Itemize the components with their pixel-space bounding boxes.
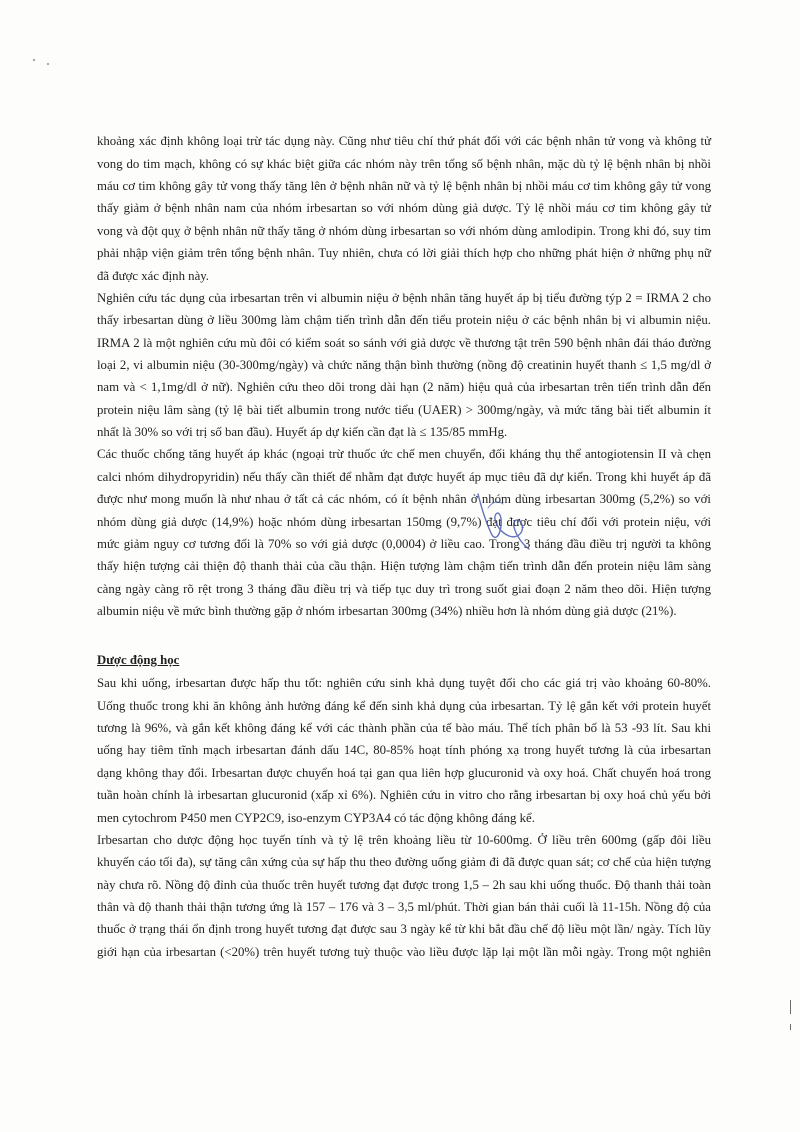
text-line: thuốc ở trạng thái ổn định trong huyết tương đạt được sau 3 ngày kể từ khi bắt đầu chế độ liều một lần/ ngày. Tích lũy <box>97 922 711 937</box>
paragraph <box>97 130 711 287</box>
text-line: được như mong muốn là như nhau ở tất cả các nhóm, có ít bệnh nhân ở nhóm dùng irbesartan 300mg (5,2%) so với <box>97 492 711 507</box>
text-line: đã được xác định này. <box>97 268 210 283</box>
text-line: giới hạn của irbesartan (<20%) trên huyết tương tuỳ thuộc vào liều được lặp lại một lần mỗi ngày. Trong một nghiên <box>97 944 711 959</box>
scan-edge-mark <box>790 1000 791 1014</box>
signature-mark <box>470 488 532 554</box>
text-line: càng ngày càng rõ rệt trong 3 tháng đầu điều trị và tiếp tục duy trì trong suốt giai đoạn 2 năm theo dõi. Hiện tượng <box>97 581 711 596</box>
paragraph <box>97 287 711 444</box>
body-text-before-heading <box>97 130 711 622</box>
section-heading: Dược động học <box>97 653 180 668</box>
text-line: protein niệu lâm sàng (tỷ lệ bài tiết albumin trong nước tiểu (UAER) > 300mg/ngày, và mức tăng bài tiết albumin ít <box>97 402 711 417</box>
text-line: Uống thuốc trong khi ăn không ảnh hưởng đáng kể đến sinh khả dụng của irbesartan. Tỷ lệ gắn kết với protein huyết <box>97 698 711 713</box>
paragraph <box>97 829 711 963</box>
text-line: máu cơ tim không gây tử vong thấy tăng lên ở bệnh nhân nữ và tỷ lệ bệnh nhân bị nhồi máu cơ tim không gây tử vong <box>97 179 711 194</box>
text-line: nam và < 1,1mg/dl ở nữ). Nghiên cứu theo dõi trong dài hạn (2 năm) hiệu quả của irbesartan trên tiến trình dẫn đến <box>97 380 711 395</box>
text-line: nhóm dùng giả dược (14,9%) hoặc nhóm dùng irbesartan 150mg (9,7%) đạt được tiêu chí đối với protein niệu, với <box>97 514 711 529</box>
text-line: khoảng xác định không loại trừ tác dụng này. Cũng như tiêu chí thứ phát đối với các bệnh nhân tử vong và không tử <box>97 134 711 149</box>
text-line: Irbesartan cho dược động học tuyến tính và tỷ lệ trên khoảng liều từ 10-600mg. Ở liều trên 600mg (gấp đôi liều <box>97 832 711 847</box>
text-line: phải nhập viện giảm trên tổng bệnh nhân. Tuy nhiên, chưa có lời giải thích hợp cho những phát hiện ở những phụ nữ <box>97 246 711 261</box>
text-line: này chưa rõ. Nồng độ đỉnh của thuốc trên huyết tương đạt được trong 1,5 – 2h sau khi uống thuốc. Độ thanh thải toàn <box>97 877 711 892</box>
text-line: Sau khi uống, irbesartan được hấp thu tốt: nghiên cứu sinh khả dụng tuyệt đối cho các giá trị vào khoảng 60-80%. <box>97 676 711 691</box>
paragraph <box>97 672 711 829</box>
scan-edge-mark <box>790 1024 791 1030</box>
text-line: uống hay tiêm tĩnh mạch irbesartan đánh dấu 14C, 80-85% hoạt tính phóng xạ trong huyết tương là của irbesartan <box>97 743 711 758</box>
text-line: tương là 96%, và gắn kết không đáng kể với các thành phần của tế bào máu. Thể tích phân bố là 53 -93 lít. Sau khi <box>97 721 711 736</box>
text-line: Các thuốc chống tăng huyết áp khác (ngoại trừ thuốc ức chế men chuyển, đối kháng thụ thể antogiotensin II và chẹn <box>97 447 711 462</box>
text-line: Nghiên cứu tác dụng của irbesartan trên vi albumin niệu ở bệnh nhân tăng huyết áp bị tiểu đường týp 2 = IRMA 2 cho <box>97 290 711 305</box>
scan-speck <box>33 59 35 61</box>
text-line: vong do tim mạch, không có sự khác biệt giữa các nhóm này trên tổng số bệnh nhân, mặc dù tỷ lệ bệnh nhân bị nhồi <box>97 156 711 171</box>
text-line: IRMA 2 là một nghiên cứu mù đôi có kiểm soát so sánh với giả dược về thương tật trên 590 bệnh nhân đái tháo đường <box>97 335 711 350</box>
text-line: calci nhóm dihydropyridin) nếu thấy cần thiết để nhằm đạt được huyết áp mục tiêu đã dự kiến. Trong khi huyết áp đã <box>97 469 711 484</box>
text-line: khuyến cáo tối đa), sự tăng cân xứng của sự hấp thu theo đường uống giảm đi đã được quan sát; cơ chế của hiện tượng <box>97 855 711 870</box>
text-line: men cytochrom P450 men CYP2C9, iso-enzym CYP3A4 có tác động không đáng kể. <box>97 810 535 825</box>
text-line: thân và độ thanh thải thận tương ứng là 157 – 176 và 3 – 3,5 ml/phút. Thời gian bán thải cuối là 11-15h. Nồng độ của <box>97 899 711 914</box>
text-line: dạng không thay đổi. Irbesartan được chuyển hoá tại gan qua liên hợp glucuronid và oxy hoá. Chất chuyển hoá trong <box>97 765 711 780</box>
text-line: mức giảm nguy cơ tương đối là 70% so với giả dược (0,0004) ở liều cao. Trong 3 tháng đầu điều trị người ta không <box>97 536 711 551</box>
text-line: thấy hiện tượng cải thiện độ thanh thải của cầu thận. Hiện tượng làm chậm tiến trình dẫn đến protein niệu lâm sàng <box>97 559 711 574</box>
text-line: nhất là 30% so với trị số ban đầu). Huyết áp dự kiến cần đạt là ≤ 135/85 mmHg. <box>97 425 508 440</box>
text-line: vong và đột quỵ ở bệnh nhân nữ thấy tăng ở nhóm dùng irbesartan so với nhóm dùng amlodipin. Trong khi đó, suy tim <box>97 223 711 238</box>
text-line: thấy irbesartan dùng ở liều 300mg làm chậm tiến trình dẫn đến tiểu protein niệu ở các bệnh nhân bị vi albumin niệu. <box>97 313 711 328</box>
scan-speck <box>47 63 49 65</box>
body-text-after-heading <box>97 672 711 963</box>
text-line: loại 2, vi albumin niệu (30-300mg/ngày) và chức năng thận bình thường (nồng độ creatinin huyết thanh ≤ 1,5 mg/dl ở <box>97 357 711 372</box>
text-line: thấy giảm ở bệnh nhân nam của nhóm irbesartan so với nhóm dùng giả dược. Tỷ lệ nhồi máu cơ tim không gây tử <box>97 201 711 216</box>
text-line: tuần hoàn chính là irbesartan glucuronid (xấp xỉ 6%). Nghiên cứu in vitro cho rằng irbesartan bị oxy hoá chủ yếu bởi <box>97 788 711 803</box>
paragraph <box>97 443 711 622</box>
text-line: albumin niệu về mức bình thường gặp ở nhóm irbesartan 300mg (34%) nhiều hơn là nhóm dùng giả dược (21%). <box>97 603 677 618</box>
